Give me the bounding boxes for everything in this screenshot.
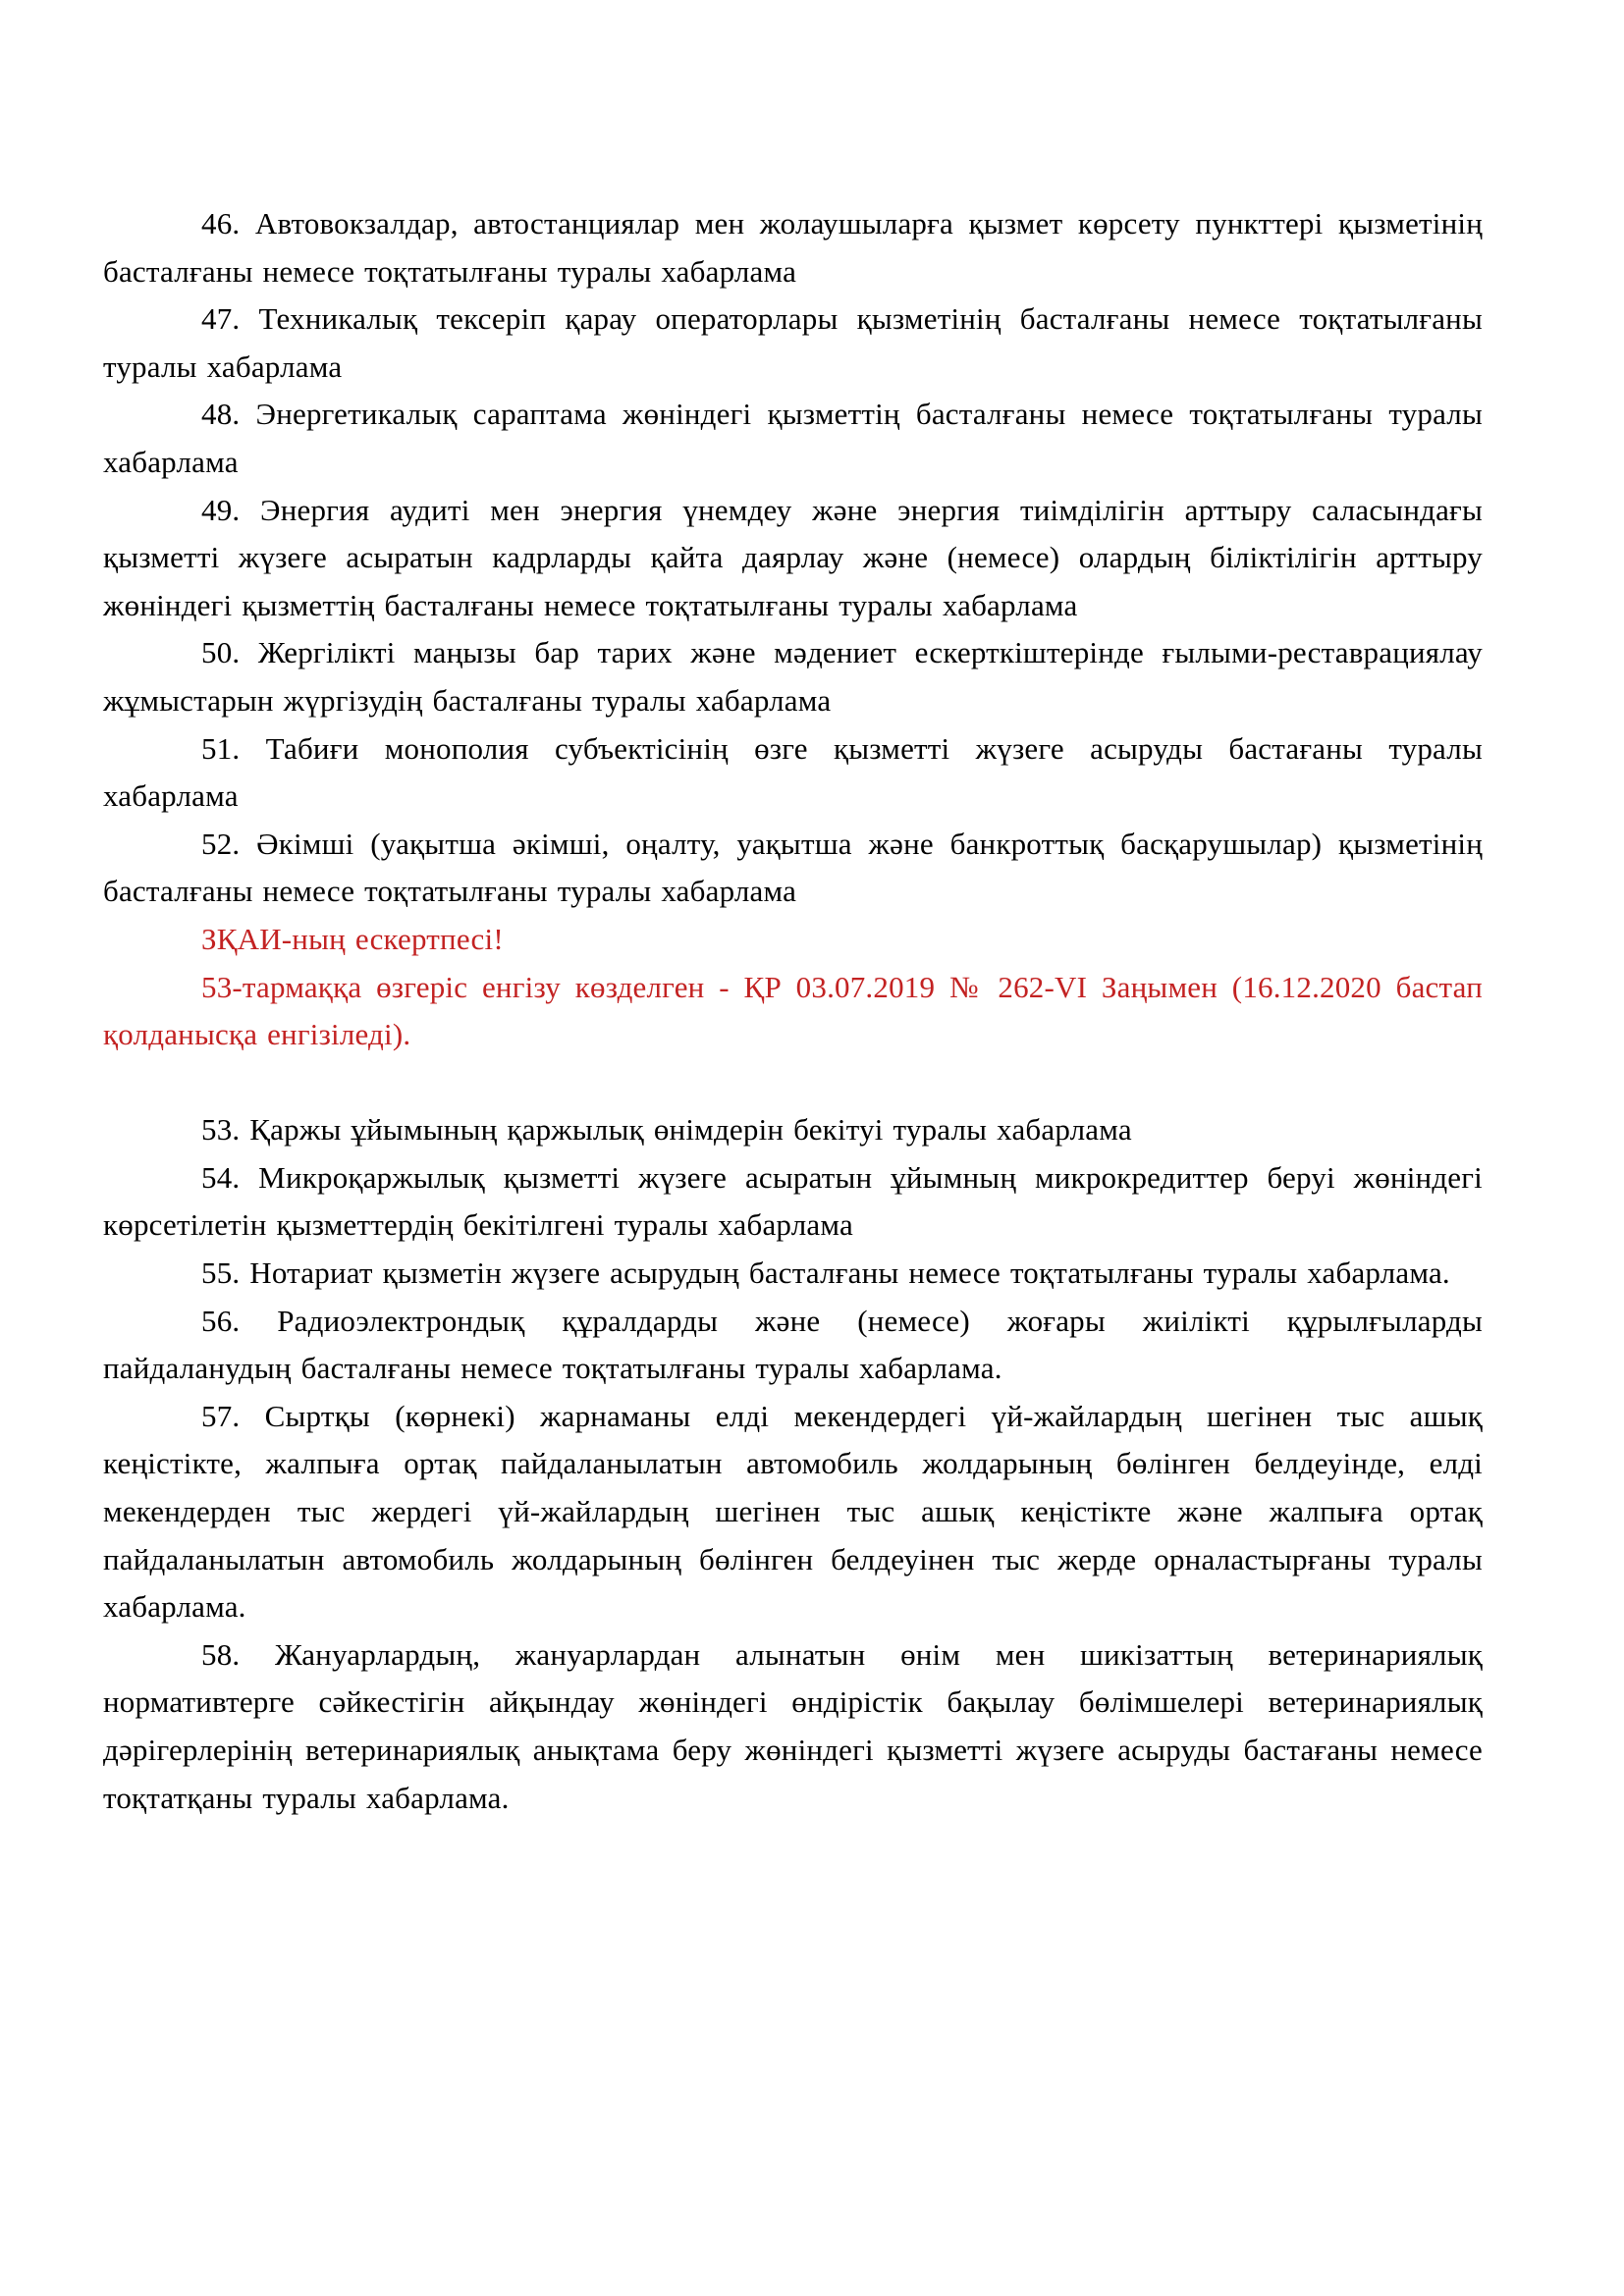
paragraph-53: 53. Қаржы ұйымының қаржылық өнімдерін бекітуі туралы хабарлама	[201, 1112, 1132, 1148]
paragraph-55: 55. Нотариат қызметін жүзеге асырудың басталғаны немесе тоқтатылғаны туралы хабарлама.	[201, 1255, 1450, 1291]
paragraph-46: 46. Автовокзалдар, автостанциялар мен жолаушыларға қызмет көрсету пункттері қызметінің басталғаны немесе тоқтатылғаны туралы хабарлама	[103, 206, 1483, 289]
paragraph-57: 57. Сыртқы (көрнекі) жарнаманы елді мекендердегі үй-жайлардың шегінен тыс ашық кеңістікте, жалпыға ортақ пайдаланылатын автомобиль жолдарының бөлінген белдеуінде, елді мекендерден тыс жердегі үй-жайлардың шегінен тыс ашық кеңістікте және жалпыға ортақ пайдаланылатын автомобиль жолдарының бөлінген белдеуінен тыс жерде орналастырғаны туралы хабарлама.	[103, 1398, 1483, 1625]
paragraph-58: 58. Жануарлардың, жануарлардан алынатын өнім мен шикізаттың ветеринариялық нормативтерге сәйкестігін айқындау жөніндегі өндірістік бақылау бөлімшелері ветеринариялық дәрігерлерінің ветеринариялық анықтама беру жөніндегі қызметті жүзеге асыруды бастағаны немесе тоқтатқаны туралы хабарлама.	[103, 1636, 1483, 1815]
legal-note-body: 53-тармаққа өзгеріс енгізу көзделген - ҚР 03.07.2019 № 262-VI Заңымен (16.12.2020 бастап қолданысқа енгізіледі).	[103, 969, 1483, 1052]
paragraph-48: 48. Энергетикалық сараптама жөніндегі қызметтің басталғаны немесе тоқтатылғаны туралы хабарлама	[103, 397, 1483, 479]
paragraph-52: 52. Әкімші (уақытша әкімші, оңалту, уақытша және банкроттық басқарушылар) қызметінің басталғаны немесе тоқтатылғаны туралы хабарлама	[103, 826, 1483, 909]
document-text-block	[103, 200, 1483, 1822]
paragraph-47: 47. Техникалық тексеріп қарау операторлары қызметінің басталғаны немесе тоқтатылғаны туралы хабарлама	[103, 301, 1483, 384]
legal-note-title: ЗҚАИ-ның ескертпесі!	[201, 921, 504, 956]
paragraph-50: 50. Жергілікті маңызы бар тарих және мәдениет ескерткіштерінде ғылыми-реставрациялау жұмыстарын жүргізудің басталғаны туралы хабарлама	[103, 635, 1483, 718]
paragraph-51: 51. Табиғи монополия субъектісінің өзге қызметті жүзеге асыруды бастағаны туралы хабарлама	[103, 730, 1483, 814]
paragraph-56: 56. Радиоэлектрондық құралдарды және (немесе) жоғары жиілікті құрылғыларды пайдаланудың басталғаны немесе тоқтатылғаны туралы хабарлама.	[103, 1303, 1483, 1386]
paragraph-54: 54. Микроқаржылық қызметті жүзеге асыратын ұйымның микрокредиттер беруі жөніндегі көрсетілетін қызметтердің бекітілгені туралы хабарлама	[103, 1159, 1483, 1243]
paragraph-49: 49. Энергия аудиті мен энергия үнемдеу және энергия тиімділігін арттыру саласындағы қызметті жүзеге асыратын кадрларды қайта даярлау және (немесе) олардың біліктілігін арттыру жөніндегі қызметтің басталғаны немесе тоқтатылғаны туралы хабарлама	[103, 492, 1483, 622]
